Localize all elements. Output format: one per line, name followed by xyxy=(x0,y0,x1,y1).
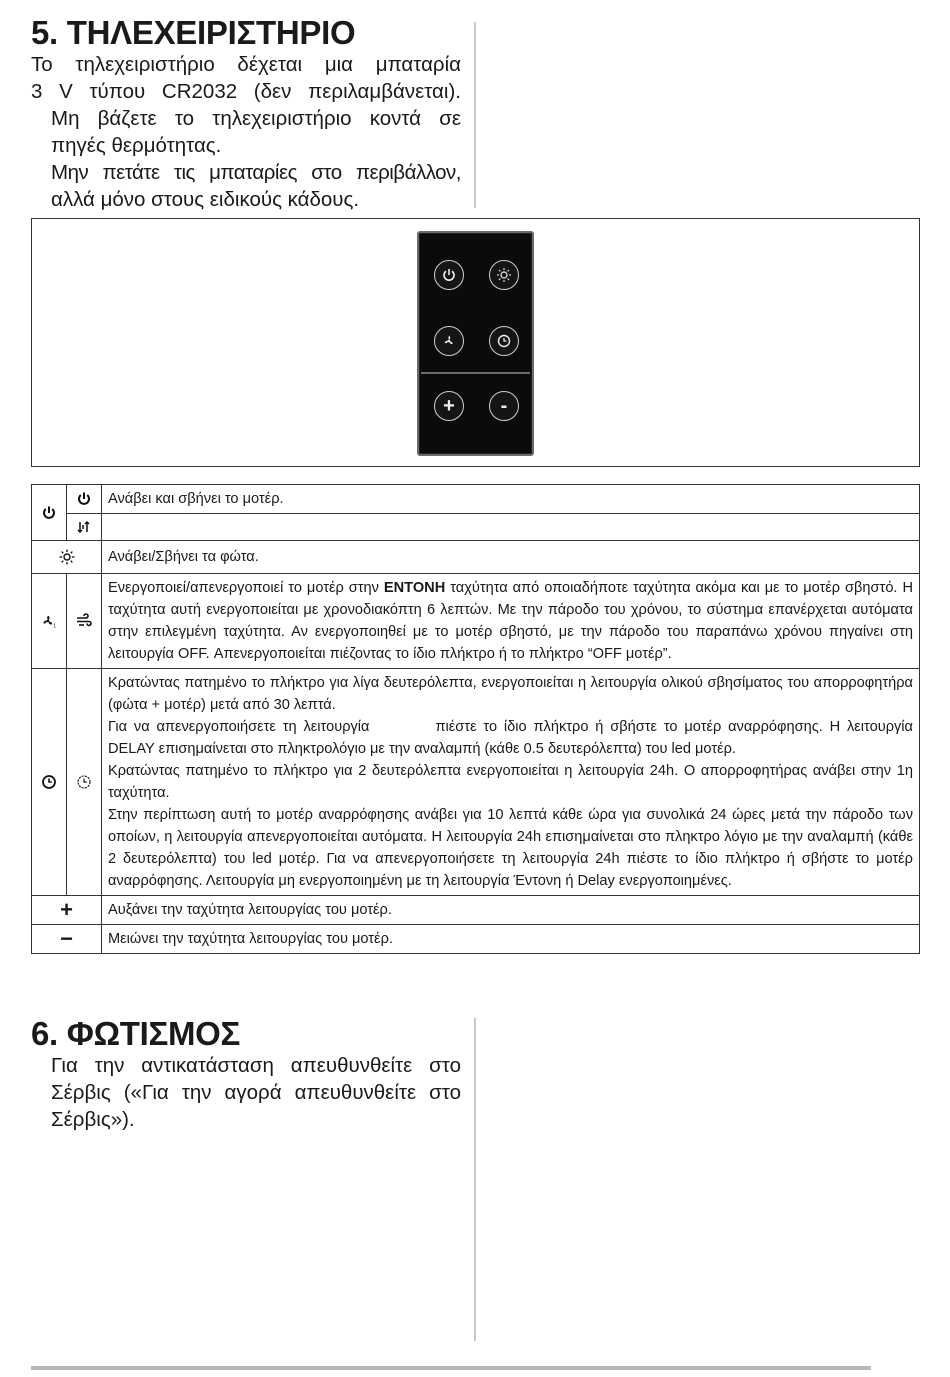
remote-plus-button[interactable]: + xyxy=(434,391,464,421)
section-5-body xyxy=(31,51,461,213)
delay-icon-cell xyxy=(67,669,102,896)
row-text-part: Κρατώντας πατημένο το πλήκτρο για 2 δευτερόλεπτα ενεργοποιείται η λειτουργία 24h. Ο απορροφητήρας ανάβει στην 1η ταχύτητα. xyxy=(108,763,913,801)
light-icon-cell xyxy=(32,541,102,574)
paragraph-line: Σέρβις («Για την αγορά απευθυνθείτε στο xyxy=(51,1081,461,1104)
paragraph-line: Μην πετάτε τις μπαταρίες στο περιβάλλον, xyxy=(51,161,461,184)
table-row xyxy=(32,574,920,669)
plus-icon: + xyxy=(32,896,102,925)
power-icon xyxy=(41,505,57,521)
row-text-part: Στην περίπτωση αυτή το μοτέρ αναρρόφησης ανάβει για 10 λεπτά κάθε ώρα για συνολικά 24 ώρες μετά την πάροδο των οποίων, η λειτουργία απενεργοποιείται αυτόματα. Η λειτουργία 24h επισημαίνεται στο πληκτρο λόγιο με την αναλαμπή (κάθε 2 δευτερόλεπτα) του led μοτέρ. Για να απενεργοποιήσετε τη λειτουργία 24h πιέστε το ίδιο πλήκτρο ή σβήστε το μοτέρ αναρρόφησης. Λειτουργία μη ενεργοποιημένη με τη λειτουργία Έντονη ή Delay ενεργοποιημένες. xyxy=(108,807,913,889)
fan-icon-cell xyxy=(32,574,67,669)
section-5-title: 5. ΤΗΛΕΧΕΙΡΙΣΤΗΡΙΟ xyxy=(31,14,356,51)
remote-fan-button[interactable] xyxy=(434,326,464,356)
paragraph-line: Μη βάζετε το τηλεχειριστήριο κοντά σε xyxy=(51,107,461,130)
paragraph-line: Σέρβις»). xyxy=(51,1108,135,1131)
row-text-bold: ΕΝΤΟΝΗ xyxy=(383,580,446,596)
table-row xyxy=(32,925,920,954)
table-row xyxy=(32,485,920,514)
column-divider xyxy=(474,22,476,208)
table-row xyxy=(32,541,920,574)
remote-figure xyxy=(31,218,920,467)
paragraph-line: αλλά μόνο στους ειδικούς κάδους. xyxy=(51,188,360,211)
timer-icon-cell xyxy=(32,669,67,896)
remote-control xyxy=(417,231,534,456)
power-icon xyxy=(441,267,457,283)
row-text: Ανάβει/Σβήνει τα φώτα. xyxy=(102,541,920,574)
light-icon xyxy=(59,549,75,565)
timer-icon xyxy=(41,774,57,790)
power-icon-cell xyxy=(67,485,102,514)
boost-icon-cell xyxy=(67,574,102,669)
light-icon xyxy=(496,267,512,283)
power-icon xyxy=(76,491,92,507)
section-6-body xyxy=(51,1052,461,1133)
switch-icon-cell xyxy=(67,514,102,541)
table-row xyxy=(32,514,920,541)
minus-icon: − xyxy=(32,925,102,954)
row-text-part: πιέστε το ίδιο πλήκτρο ή σβήστε το μοτέρ αναρρόφησης. Η λειτουργία DELAY επισημαίνεται στο πληκτρολόγιο με την αναλαμπή (κάθε 0.5 δευτερόλεπτα) του led μοτέρ. xyxy=(108,719,913,757)
fan-boost-icon xyxy=(41,613,57,629)
row-text xyxy=(102,514,920,541)
timer-icon xyxy=(496,333,512,349)
delay-timer-icon xyxy=(76,774,92,790)
section-6-title: 6. ΦΩΤΙΣΜΟΣ xyxy=(31,1015,241,1052)
table-row xyxy=(32,896,920,925)
row-text-part: Για να απενεργοποιήσετε τη λειτουργία xyxy=(108,719,370,735)
column-divider xyxy=(474,1018,476,1341)
paragraph-line: Το τηλεχειριστήριο δέχεται μια μπαταρία xyxy=(31,53,461,76)
arrows-updown-icon xyxy=(76,519,92,535)
page-footer-bar xyxy=(31,1366,871,1370)
row-text-part: Ενεργοποιεί/απενεργοποιεί το μοτέρ στην xyxy=(108,580,384,596)
row-text xyxy=(102,574,920,669)
paragraph-line: Για την αντικατάσταση απευθυνθείτε στο xyxy=(51,1054,461,1077)
remote-divider xyxy=(421,372,530,374)
paragraph-line: πηγές θερμότητας. xyxy=(51,134,222,157)
row-text: Ανάβει και σβήνει το μοτέρ. xyxy=(102,485,920,514)
row-text: Μειώνει την ταχύτητα λειτουργίας του μοτέρ. xyxy=(102,925,920,954)
row-text xyxy=(102,669,920,896)
remote-power-button[interactable] xyxy=(434,260,464,290)
svg-text:1: 1 xyxy=(53,623,56,629)
function-table xyxy=(31,484,920,954)
wind-icon xyxy=(76,613,92,629)
row-text-part xyxy=(108,716,913,760)
power-cell xyxy=(32,485,67,541)
paragraph-line: 3 V τύπου CR2032 (δεν περιλαμβάνεται). xyxy=(31,80,461,103)
row-text: Αυξάνει την ταχύτητα λειτουργίας του μοτέρ. xyxy=(102,896,920,925)
remote-minus-button[interactable]: - xyxy=(489,391,519,421)
remote-timer-button[interactable] xyxy=(489,326,519,356)
row-text-part: Κρατώντας πατημένο το πλήκτρο για λίγα δευτερόλεπτα, ενεργοποιείται η λειτουργία ολικού σβησίματος του απορροφητήρα (φώτα + μοτέρ) μετά από 30 λεπτά. xyxy=(108,675,913,713)
remote-light-button[interactable] xyxy=(489,260,519,290)
row-text-part: ταχύτητα από οποιαδήποτε ταχύτητα ακόμα και με το μοτέρ σβηστό. Η ταχύτητα αυτή ενεργοποιείται με χρονοδιακόπτη 6 λεπτών. Με την πάροδο του χρόνου, το σύστημα επανέρχεται αυτόματα στην επιλεγμένη ταχύτητα. Αν ενεργοποιηθεί με το μοτέρ σβηστό, με την πάροδο του παραπάνω χρόνου πηγαίνει στη λειτουργία OFF. Απενεργοποιείται πιέζοντας το ίδιο πλήκτρο ή το πλήκτρο “OFF μοτέρ”. xyxy=(108,580,913,662)
table-row xyxy=(32,669,920,896)
fan-icon xyxy=(441,333,457,349)
